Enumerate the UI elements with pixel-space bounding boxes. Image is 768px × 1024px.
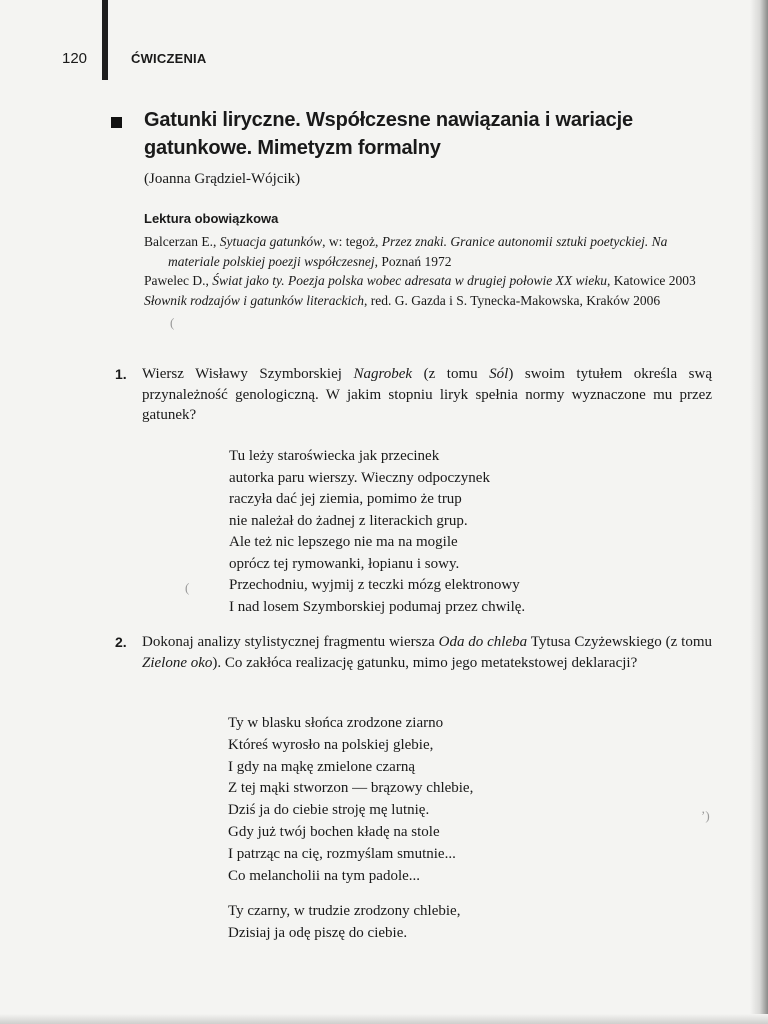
poem-line: I nad losem Szymborskiej podumaj przez chwilę. [229,598,526,615]
poem-nagrobek [229,446,525,618]
poem-line: Ty w blasku słońca zrodzone ziarno [228,715,444,731]
poem-line: Gdy już twój bochen kładę na stole [228,823,440,840]
reading-heading: Lektura obowiązkowa [144,211,279,226]
running-head: ĆWICZENIA [131,51,207,66]
poem-line: I gdy na mąkę zmielone czarną [228,758,415,775]
poem-line: Dziś ja do ciebie stroję mę lutnię. [228,802,430,819]
poem-line: Ty czarny, w trudzie zrodzony chlebie, [228,903,461,919]
poem-line: autorka paru wierszy. Wieczny odpoczynek [229,469,490,486]
poem-line: nie należał do żadnej z literackich grup. [229,512,468,529]
page-number: 120 [62,50,88,67]
poem-line: Któreś wyrosło na polskiej glebie, [228,736,434,753]
scan-speck: ( [170,315,175,330]
poem-line: raczyła dać jej ziemia, pomimo że trup [229,491,462,507]
section-bullet-icon [111,117,122,128]
reference-item: Balcerzan E., Sytuacja gatunków, w: tegoż, Przez znaki. Granice autonomii sztuki poetyckiej. Na materiale polskiej poezji współczesnej, Poznań 1972 [144,234,668,269]
section-title-line-1: Gatunki liryczne. Współczesne nawiązania i wariacje [144,109,633,131]
gutter-rule [102,0,108,80]
poem-line: Dzisiaj ja odę piszę do ciebie. [228,925,408,941]
poem-line: Z tej mąki stworzon — brązowy chlebie, [228,780,474,797]
poem-line: Co melancholii na tym padole... [228,867,421,884]
poem-oda-stanza-2 [228,900,460,944]
reference-item: Pawelec D., Świat jako ty. Poezja polska wobec adresata w drugiej połowie XX wieku, Katowice 2003 [144,273,696,288]
scan-speck: ’) [701,808,710,823]
poem-line: I patrząc na cię, rozmyślam smutnie... [228,845,456,862]
exercise-1-number: 1. [115,366,127,382]
reading-list [144,232,714,310]
page-edge-shadow [750,0,768,1024]
poem-line: Tu leży staroświecka jak przecinek [229,448,440,464]
exercise-1-text: Wiersz Wisławy Szymborskiej Nagrobek (z tomu Sól) swoim tytułem określa swą przynależność genologiczną. W jakim stopniu liryk spełnia normy wyznaczone mu przez gatunek? [142,366,712,423]
scan-speck: ( [185,580,190,595]
section-title [144,106,724,162]
page-bottom-shadow [0,1014,768,1024]
reference-item: Słownik rodzajów i gatunków literackich, red. G. Gazda i S. Tynecka-Makowska, Kraków 2006 [144,292,661,308]
exercise-2-number: 2. [115,634,127,650]
exercise-2-text: Dokonaj analizy stylistycznej fragmentu wiersza Oda do chleba Tytusa Czyżewskiego (z tomu Zielone oko). Co zakłóca realizację gatunku, mimo jego metatekstowej deklaracji? [142,634,712,671]
poem-line: oprócz tej rymowanki, łopianu i sowy. [229,555,460,572]
section-author: (Joanna Grądziel-Wójcik) [144,171,301,187]
poem-oda-do-chleba [228,713,473,887]
poem-line: Ale też nic lepszego nie ma na mogile [229,534,458,550]
section-title-line-2: gatunkowe. Mimetyzm formalny [144,137,441,159]
poem-line: Przechodniu, wyjmij z teczki mózg elektronowy [229,577,520,593]
